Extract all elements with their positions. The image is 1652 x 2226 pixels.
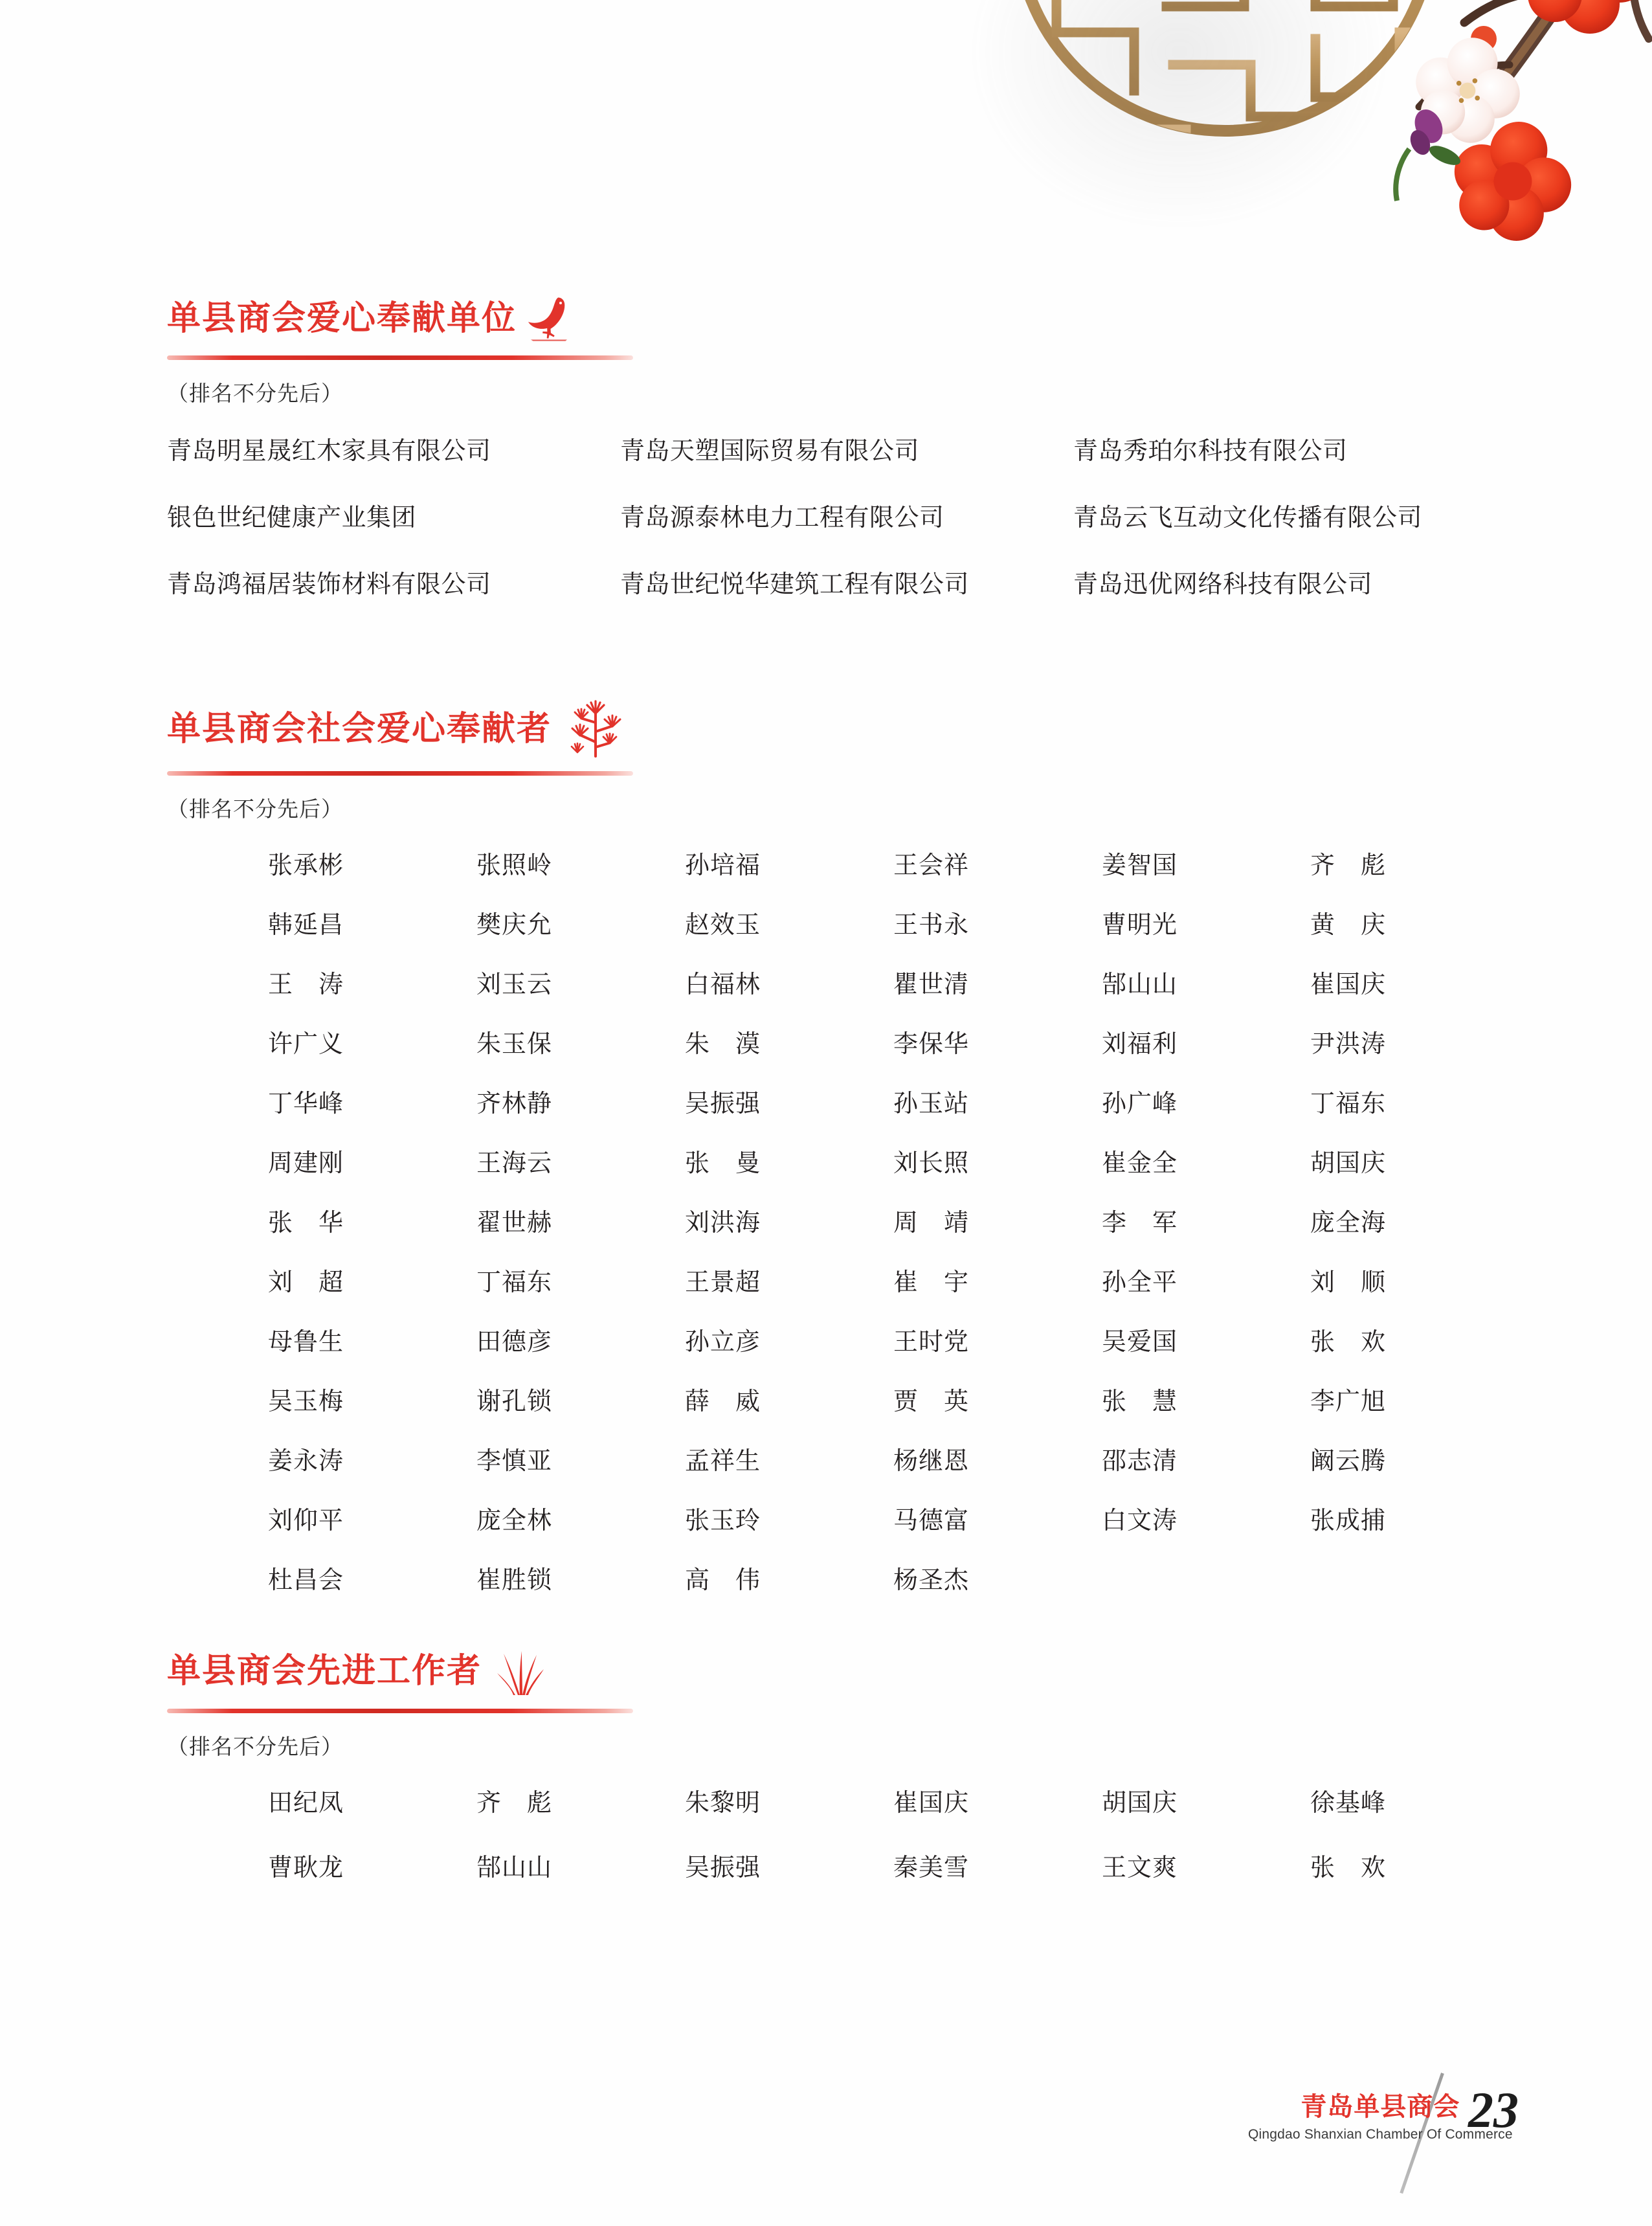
name-cell: 王 涛 xyxy=(268,971,344,998)
section-title: 单县商会爱心奉献单位 xyxy=(167,299,517,337)
name-cell: 张照岭 xyxy=(476,852,553,879)
name-cell: 齐林静 xyxy=(476,1090,553,1118)
grass-sprig-icon xyxy=(493,1646,545,1700)
name-cell: 赵效玉 xyxy=(685,912,761,939)
section-underline xyxy=(167,355,633,360)
section-title: 单县商会社会爱心奉献者 xyxy=(167,710,552,748)
name-cell: 孙玉站 xyxy=(893,1090,970,1118)
name-cell: 庞全海 xyxy=(1310,1209,1387,1237)
name-cell: 谢孔锁 xyxy=(476,1388,553,1415)
name-cell: 薛 威 xyxy=(685,1388,761,1415)
name-cell: 吴振强 xyxy=(685,1090,761,1118)
list-item: 青岛天塑国际贸易有限公司 xyxy=(620,438,920,465)
name-cell: 吴爱国 xyxy=(1102,1329,1178,1356)
section-charity-contributors xyxy=(167,698,1519,1595)
section-donor-units xyxy=(167,293,1422,600)
name-cell: 姜永涛 xyxy=(268,1448,344,1475)
name-cell: 曹耿龙 xyxy=(268,1854,344,1882)
name-cell: 张玉玲 xyxy=(685,1507,761,1535)
name-cell: 母鲁生 xyxy=(268,1329,344,1356)
name-cell: 徐基峰 xyxy=(1310,1790,1387,1817)
name-cell: 周建刚 xyxy=(268,1150,344,1177)
red-blossom-group xyxy=(1455,0,1649,241)
plum-branch xyxy=(1419,0,1652,123)
page-number: 23 xyxy=(1468,2082,1519,2138)
name-cell: 张成捕 xyxy=(1310,1507,1387,1535)
list-item: 青岛源泰林电力工程有限公司 xyxy=(620,504,944,532)
name-cell: 杨继恩 xyxy=(893,1448,970,1475)
name-cell: 丁福东 xyxy=(476,1269,553,1296)
section-note: （排名不分先后） xyxy=(167,381,343,405)
name-cell: 刘 顺 xyxy=(1310,1269,1387,1296)
name-cell: 崔金全 xyxy=(1102,1150,1178,1177)
lattice-window-and-plum-blossom-icon xyxy=(862,0,1652,311)
advanced-worker-name-grid xyxy=(268,1782,1519,1883)
name-cell: 刘长照 xyxy=(893,1150,970,1177)
name-cell: 高 伟 xyxy=(685,1567,761,1594)
name-cell: 翟世赫 xyxy=(476,1209,553,1237)
list-item: 青岛鸿福居装饰材料有限公司 xyxy=(167,571,491,598)
name-cell: 郜山山 xyxy=(1102,971,1178,998)
chamber-logo-cn: 青岛单县商会 xyxy=(1300,2093,1460,2121)
name-cell: 田纪凤 xyxy=(268,1790,344,1817)
name-cell: 樊庆允 xyxy=(476,912,553,939)
section-title: 单县商会先进工作者 xyxy=(167,1652,482,1690)
name-cell: 刘 超 xyxy=(268,1269,344,1296)
name-cell: 王时党 xyxy=(893,1329,970,1356)
contributor-name-grid xyxy=(268,845,1519,1595)
name-cell: 张 欢 xyxy=(1310,1854,1387,1882)
name-cell: 孙广峰 xyxy=(1102,1090,1178,1118)
name-cell: 张 曼 xyxy=(685,1150,761,1177)
name-cell: 王书永 xyxy=(893,912,970,939)
section-header xyxy=(167,698,633,776)
name-cell: 孟祥生 xyxy=(685,1448,761,1475)
section-underline xyxy=(167,1709,633,1713)
name-cell: 王景超 xyxy=(685,1269,761,1296)
name-cell: 胡国庆 xyxy=(1310,1150,1387,1177)
white-blossom-group xyxy=(1416,0,1652,143)
list-item: 青岛云飞互动文化传播有限公司 xyxy=(1073,504,1423,532)
list-item: 青岛明星晟红木家具有限公司 xyxy=(167,438,491,465)
name-cell: 吴玉梅 xyxy=(268,1388,344,1415)
name-cell: 丁福东 xyxy=(1310,1090,1387,1118)
name-cell: 杜昌会 xyxy=(268,1567,344,1594)
chamber-logo-en: Qingdao Shanxian Chamber Of Commerce xyxy=(1248,2127,1513,2142)
name-cell: 朱 漠 xyxy=(685,1031,761,1058)
name-cell: 李保华 xyxy=(893,1031,970,1058)
decorative-header-artwork xyxy=(862,0,1652,311)
section-header xyxy=(167,1645,633,1713)
name-cell: 胡国庆 xyxy=(1102,1790,1178,1817)
name-cell: 王海云 xyxy=(476,1150,553,1177)
list-item: 青岛世纪悦华建筑工程有限公司 xyxy=(620,571,970,598)
company-list xyxy=(167,431,1422,600)
name-cell: 孙立彦 xyxy=(685,1329,761,1356)
section-advanced-workers xyxy=(167,1645,1519,1883)
name-cell: 曹明光 xyxy=(1102,912,1178,939)
name-cell: 许广义 xyxy=(268,1031,344,1058)
name-cell: 姜智国 xyxy=(1102,852,1178,879)
name-cell: 刘玉云 xyxy=(476,971,553,998)
name-cell: 张 华 xyxy=(268,1209,344,1237)
section-underline xyxy=(167,771,633,776)
list-item: 青岛秀珀尔科技有限公司 xyxy=(1073,438,1348,465)
name-cell: 崔国庆 xyxy=(893,1790,970,1817)
name-cell: 齐 彪 xyxy=(1310,852,1387,879)
name-cell: 齐 彪 xyxy=(476,1790,553,1817)
name-cell: 白福林 xyxy=(685,971,761,998)
name-cell: 田德彦 xyxy=(476,1329,553,1356)
name-cell: 贾 英 xyxy=(893,1388,970,1415)
name-cell: 李广旭 xyxy=(1310,1388,1387,1415)
artwork-shadow xyxy=(888,0,1471,298)
list-item: 银色世纪健康产业集团 xyxy=(167,504,417,532)
name-cell: 邵志清 xyxy=(1102,1448,1178,1475)
name-cell: 阚云腾 xyxy=(1310,1448,1387,1475)
name-cell: 尹洪涛 xyxy=(1310,1031,1387,1058)
name-cell: 郜山山 xyxy=(476,1854,553,1882)
section-note: （排名不分先后） xyxy=(167,797,343,821)
name-cell: 韩延昌 xyxy=(268,912,344,939)
name-cell: 吴振强 xyxy=(685,1854,761,1882)
name-cell: 庞全林 xyxy=(476,1507,553,1535)
name-cell: 李慎亚 xyxy=(476,1448,553,1475)
name-cell: 马德富 xyxy=(893,1507,970,1535)
section-header xyxy=(167,293,633,360)
name-cell: 张 慧 xyxy=(1102,1388,1178,1415)
coral-plant-icon xyxy=(563,699,623,762)
name-cell: 秦美雪 xyxy=(893,1854,970,1882)
page-footer xyxy=(0,2077,1652,2207)
name-cell: 白文涛 xyxy=(1102,1507,1178,1535)
name-cell: 李 军 xyxy=(1102,1209,1178,1237)
name-cell: 孙培福 xyxy=(685,852,761,879)
name-cell: 王文爽 xyxy=(1102,1854,1178,1882)
flower-buds xyxy=(1396,72,1652,201)
name-cell: 崔胜锁 xyxy=(476,1567,553,1594)
name-cell: 瞿世清 xyxy=(893,971,970,998)
list-item: 青岛迅优网络科技有限公司 xyxy=(1073,571,1373,598)
name-cell: 张承彬 xyxy=(268,852,344,879)
name-cell: 丁华峰 xyxy=(268,1090,344,1118)
name-cell: 王会祥 xyxy=(893,852,970,879)
name-cell: 孙全平 xyxy=(1102,1269,1178,1296)
name-cell: 杨圣杰 xyxy=(893,1567,970,1594)
name-cell: 朱玉保 xyxy=(476,1031,553,1058)
name-cell: 崔国庆 xyxy=(1310,971,1387,998)
name-cell: 刘洪海 xyxy=(685,1209,761,1237)
name-cell: 张 欢 xyxy=(1310,1329,1387,1356)
bird-icon xyxy=(528,294,576,346)
name-cell: 周 靖 xyxy=(893,1209,970,1237)
name-cell: 崔 宇 xyxy=(893,1269,970,1296)
name-cell: 朱黎明 xyxy=(685,1790,761,1817)
section-note: （排名不分先后） xyxy=(167,1735,343,1759)
name-cell: 刘仰平 xyxy=(268,1507,344,1535)
name-cell: 黄 庆 xyxy=(1310,912,1387,939)
name-cell: 刘福利 xyxy=(1102,1031,1178,1058)
